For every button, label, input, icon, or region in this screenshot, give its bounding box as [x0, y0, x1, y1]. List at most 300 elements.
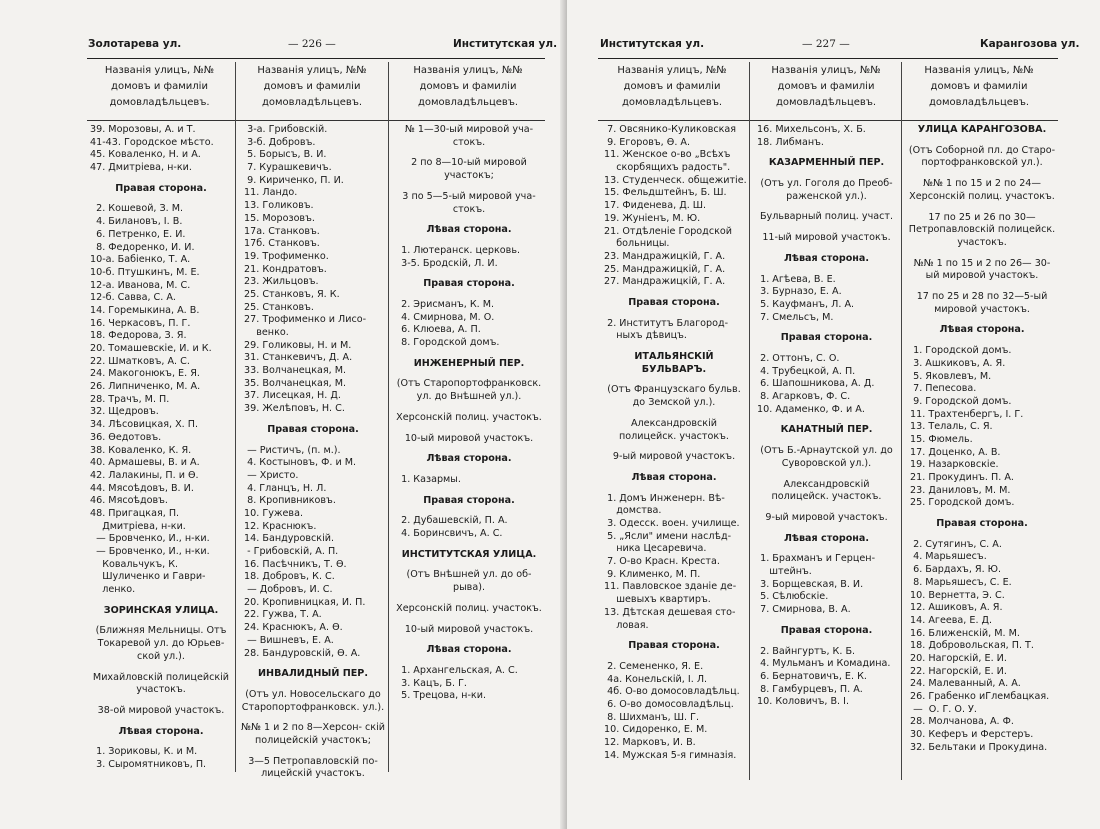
spacer	[754, 437, 899, 445]
list-item: — О. Г. О. У.	[907, 703, 977, 715]
section-heading: ЗОРИНСКАЯ УЛИЦА.	[103, 604, 219, 616]
list-item: 2. Вайнгуртъ, К. Б.	[754, 645, 856, 657]
list-item: 8. Кропивниковъ.	[241, 495, 336, 507]
section-note: (Отъ ул. Новосельскаго до Старопортофранковск. ул.).	[241, 688, 385, 713]
list-item: 40. Армашевы, В. и А.	[90, 457, 200, 469]
section-heading: Правая сторона.	[423, 494, 515, 506]
section-heading: Лѣвая сторона.	[426, 644, 512, 656]
section-heading: КАНАТНЫЙ ПЕР.	[780, 424, 873, 436]
list-item: 11. Трахтенбергъ, І. Г.	[907, 408, 1024, 420]
right-column-header-1: Названія улицъ, №№ домовъ и фамиліи домовладѣльцевъ.	[617, 65, 727, 108]
spacer	[395, 425, 543, 433]
spacer	[907, 250, 1057, 258]
list-item: 3. Борщевская, В. И.	[754, 578, 864, 590]
section-note: (Отъ Соборной пл. до Старо- портофранковской ул.).	[908, 144, 1056, 169]
section-heading: Лѣвая сторона.	[783, 252, 870, 264]
list-item: 17. Фиденева, Д. Ш.	[601, 200, 707, 212]
spacer	[601, 632, 747, 640]
left-column-1	[90, 124, 232, 772]
list-item: 2. Семененко, Я. Е.	[601, 660, 704, 672]
list-item: 12. Марковъ, И. В.	[601, 737, 696, 749]
section-note: №№ 1 по 15 и 2 по 26— 30-ый мировой участокъ.	[913, 257, 1051, 282]
left-page-number: — 226 —	[288, 38, 336, 50]
list-item: 3. Ашкиковъ, А. Я.	[907, 357, 1006, 369]
list-item: 3. Сыромятниковъ, П.	[90, 759, 207, 771]
list-item: — Христо.	[241, 469, 299, 481]
list-item: 15. Фюмель.	[907, 433, 973, 445]
list-item: Ковальчукъ, К.	[90, 558, 179, 570]
list-item: 25. Мандражицкій, Г. А.	[601, 263, 726, 275]
section-heading: Правая сторона.	[628, 640, 720, 652]
spacer	[907, 204, 1057, 212]
list-item: 26. Грабенко иГлембацкая.	[907, 691, 1050, 703]
spacer	[241, 437, 385, 445]
section-heading: Правая сторона.	[628, 296, 720, 308]
section-note: 9-ый мировой участокъ.	[765, 512, 888, 523]
list-item: 7. Пепесова.	[907, 383, 977, 395]
section-heading: Правая сторона.	[115, 182, 207, 194]
section-heading: Лѣвая сторона.	[783, 532, 870, 544]
list-item: 4. Билановъ, І. В.	[90, 216, 183, 228]
spacer	[241, 681, 385, 689]
list-item: 48. Пригацкая, П.	[90, 507, 180, 519]
list-item: 22. Шматковъ, А. С.	[90, 355, 190, 367]
list-item: 8. Федоренко, И. И.	[90, 241, 195, 253]
list-item: 6. О-во домосовладѣльц.	[601, 698, 734, 710]
list-item: — Бровченко, И., н-ки.	[90, 546, 210, 558]
list-item: 24. Краснюкъ, А. Ѳ.	[241, 622, 343, 634]
list-item: 19. Назарковскіе.	[907, 459, 999, 471]
section-heading: Правая сторона.	[267, 423, 359, 435]
list-item: 8. Марьяшесъ, С. Е.	[907, 576, 1012, 588]
list-item: 8. Гамбурцевъ, П. А.	[754, 683, 863, 695]
list-item: 46. Мясоѣдовъ.	[90, 495, 168, 507]
list-item: — Добровъ, И. С.	[241, 584, 333, 596]
section-heading: Лѣвая сторона.	[426, 453, 512, 465]
list-item: 20. Кропивницкая, И. П.	[241, 596, 366, 608]
list-item: 32. Бельтаки и Прокудина.	[907, 741, 1048, 753]
spacer	[395, 616, 543, 624]
list-item: 23. Даниловъ, М. М.	[907, 484, 1011, 496]
list-item: скорбящихъ радость".	[601, 162, 731, 174]
section-note: (Отъ Французскаго бульв. до Земской ул.).	[607, 384, 741, 409]
list-item: 5. Борысъ, В. И.	[241, 149, 327, 161]
list-item: 5. „Ясли" имени наслѣд-	[601, 530, 732, 542]
list-item: 23. Мандражицкій, Г. А.	[601, 250, 726, 262]
list-item: шевыхъ квартиръ.	[601, 594, 711, 606]
spacer	[241, 416, 385, 424]
section-heading: ИНВАЛИДНЫЙ ПЕР.	[258, 668, 368, 680]
spacer	[395, 507, 543, 515]
spacer	[907, 170, 1057, 178]
list-item: 5. Сѣлюбскіе.	[754, 591, 829, 603]
list-item: 22. Нагорскій, Е. И.	[907, 665, 1007, 677]
list-item: 8. Агарковъ, Ф. С.	[754, 391, 851, 403]
list-item: 4. Марьяшесъ.	[907, 551, 987, 563]
section-note: Александровскій полицейск. участокъ.	[619, 417, 729, 442]
spacer	[90, 195, 232, 203]
spacer	[90, 718, 232, 726]
list-item: 11. Ландо.	[241, 187, 298, 199]
list-item: 7. Смельсъ, М.	[754, 311, 834, 323]
list-item: ловая.	[601, 619, 649, 631]
spacer	[395, 487, 543, 495]
list-item: 8. Шихманъ, Ш. Г.	[601, 711, 699, 723]
spacer	[601, 343, 747, 351]
list-item: 2. Дубашевскій, П. А.	[395, 515, 508, 527]
list-item: 5. Яковлевъ, М.	[907, 370, 992, 382]
section-heading: ИТАЛЬЯНСКІЙ БУЛЬВАРЪ.	[634, 351, 714, 375]
list-item: 2. Кошевой, З. М.	[90, 203, 184, 215]
spacer	[90, 617, 232, 625]
list-item: 7. Овсянико-Куликовская	[601, 124, 737, 135]
list-item: 12-а. Иванова, М. С.	[90, 279, 191, 291]
list-item: 36. Ѳедотовъ.	[90, 431, 162, 443]
list-item: - Грибовскій, А. П.	[241, 546, 339, 558]
right-column-divider	[901, 62, 902, 780]
list-item: 7. О-во Красн. Креста.	[601, 556, 720, 568]
spacer	[907, 316, 1057, 324]
spacer	[395, 183, 543, 191]
section-note: Александровскій полицейск. участокъ.	[771, 478, 882, 503]
section-note: 9-ый мировой участокъ.	[612, 451, 736, 463]
spacer	[907, 137, 1057, 145]
list-item: 1. Зориковы, К. и М.	[90, 746, 198, 758]
left-column-divider	[388, 62, 389, 772]
spacer	[395, 216, 543, 224]
list-item: 41-43. Городское мѣсто.	[90, 136, 214, 148]
section-note: 3 по 5—5-ый мировой уча- стокъ.	[402, 190, 536, 215]
section-note: (Отъ Старопортофранковск. ул. до Внѣшней ул.).	[396, 378, 542, 403]
section-note: № 1—30-ый мировой уча- стокъ.	[404, 124, 534, 148]
section-heading: Лѣвая сторона.	[118, 725, 204, 737]
section-heading: ИНСТИТУТСКАЯ УЛИЦА.	[401, 548, 537, 560]
list-item: 2. Сутягинъ, С. А.	[907, 538, 1002, 550]
section-note: 3—5 Петропавловскій по- лицейскій участокъ.	[248, 755, 378, 780]
list-item: 10. Гужева.	[241, 507, 304, 519]
list-item: 29. Голиковы, Н. и М.	[241, 339, 352, 351]
list-item: 13. Студенческ. общежитіе.	[601, 174, 747, 186]
spacer	[907, 510, 1057, 518]
list-item: 9. Городской домъ.	[907, 395, 1012, 407]
spacer	[754, 224, 899, 232]
list-item: 18. Федорова, З. Я.	[90, 330, 187, 342]
list-item: 16. Михельсонъ, Х. Б.	[754, 124, 866, 135]
left-column-header-rule	[87, 120, 545, 121]
section-note: 10-ый мировой участокъ.	[404, 623, 534, 635]
list-item: 1. Лютеранск. церковь.	[395, 244, 521, 256]
list-item: 25. Станковъ.	[241, 301, 314, 313]
list-item: 1. Городской домъ.	[907, 345, 1012, 357]
spacer	[395, 270, 543, 278]
list-item: 9. Егоровъ, Ѳ. А.	[601, 136, 691, 148]
section-heading: УЛИЦА КАРАНГОЗОВА.	[917, 124, 1047, 135]
list-item: 4. Мульманъ и Комадина.	[754, 658, 891, 670]
list-item: 24. Малеванный, А. А.	[907, 678, 1021, 690]
list-item: 1. Брахманъ и Герцен-	[754, 553, 876, 565]
list-item: 3-б. Добровъ.	[241, 136, 316, 148]
section-note: 10-ый мировой участокъ.	[404, 432, 534, 444]
right-column-header-2: Названія улицъ, №№ домовъ и фамиліи домовладѣльцевъ.	[771, 65, 881, 108]
list-item: Дмитріева, н-ки.	[90, 520, 186, 532]
section-note: №№ 1 по 15 и 2 по 24— Херсонскій полиц. участокъ.	[909, 178, 1055, 202]
list-item: 2. Институтъ Благород-	[601, 317, 729, 329]
left-column-header-2: Названія улицъ, №№ домовъ и фамиліи домовладѣльцевъ.	[257, 65, 367, 108]
list-item: 17а. Станковъ.	[241, 225, 320, 237]
spacer	[395, 370, 543, 378]
spacer	[395, 404, 543, 412]
list-item: больницы.	[601, 238, 670, 250]
spacer	[754, 504, 899, 512]
spacer	[395, 561, 543, 569]
section-note: (Отъ ул. Гоголя до Преоб- раженской ул.).	[760, 178, 893, 202]
list-item: 1. Казармы.	[395, 473, 461, 485]
list-item: 20. Нагорскій, Е. И.	[907, 652, 1007, 664]
spacer	[395, 657, 543, 665]
list-item: 4. Боринсвичъ, А. С.	[395, 528, 503, 540]
list-item: 4а. Конельскій, І. Л.	[601, 673, 708, 685]
list-item: 15. Фельдштейнъ, Б. Ш.	[601, 187, 727, 199]
left-column-header-3: Названія улицъ, №№ домовъ и фамиліи домовладѣльцевъ.	[413, 65, 523, 108]
spacer	[601, 376, 747, 384]
section-note: 17 по 25 и 26 по 30— Петропавловскій полицейск. участокъ.	[908, 211, 1056, 248]
spacer	[907, 337, 1057, 345]
section-note: №№ 1 и 2 по 8—Херсон- скій полицейскій участокъ;	[241, 722, 385, 747]
section-heading: Правая сторона.	[780, 624, 873, 636]
spacer	[754, 266, 899, 274]
section-heading: Правая сторона.	[780, 332, 873, 344]
list-item: 28. Молчанова, А. Ф.	[907, 716, 1014, 728]
list-item: 3. Кацъ, Б. Г.	[395, 677, 467, 689]
section-note: 11-ый мировой участокъ.	[762, 232, 891, 244]
list-item: 4. Смирнова, М. О.	[395, 311, 495, 323]
spacer	[395, 595, 543, 603]
list-item: 10. Коловичъ, В. I.	[754, 696, 850, 708]
left-column-2	[241, 124, 385, 781]
list-item: 1. Домъ Инженерн. Вѣ-	[601, 492, 725, 504]
section-heading: Лѣвая сторона.	[426, 224, 512, 236]
section-heading: Лѣвая сторона.	[631, 471, 717, 483]
list-item: 16. Ближенскій, М. М.	[907, 627, 1020, 639]
list-item: 16. Пасѣчникъ, Т. Ѳ.	[241, 558, 347, 570]
spacer	[754, 638, 899, 646]
right-column-divider	[749, 62, 750, 780]
list-item: 31. Станкевичъ, Д. А.	[241, 352, 353, 364]
list-item: Шуличенко и Гаври-	[90, 571, 206, 583]
list-item: 4. Трубецкой, А. П.	[754, 365, 856, 377]
list-item: 27. Трофименко и Лисо-	[241, 314, 367, 326]
list-item: 39. Желѣповъ, Н. С.	[241, 403, 345, 415]
list-item: 10-а. Бабіенко, Т. А.	[90, 254, 191, 266]
left-column-divider	[235, 62, 236, 772]
list-item: 25. Городской домъ.	[907, 497, 1015, 509]
list-item: 19. Жуніенъ, М. Ю.	[601, 212, 701, 224]
list-item: 7. Курашкевичъ.	[241, 162, 332, 174]
list-item: 28. Бандуровскій, Ѳ. А.	[241, 647, 361, 659]
list-item: 30. Кеферъ и Ферстеръ.	[907, 729, 1034, 741]
list-item: 12. Ашиковъ, А. Я.	[907, 602, 1003, 614]
list-item: 3-5. Бродскій, Л. И.	[395, 257, 498, 269]
spacer	[90, 597, 232, 605]
section-heading: КАЗАРМЕННЫЙ ПЕР.	[768, 157, 885, 169]
left-column-header-1: Названія улицъ, №№ домовъ и фамиліи домовладѣльцевъ.	[104, 65, 215, 108]
spacer	[601, 410, 747, 418]
list-item: 17б. Станковъ.	[241, 238, 320, 250]
list-item: 26. Липниченко, М. А.	[90, 381, 201, 393]
list-item: 8. Городской домъ.	[395, 337, 500, 349]
list-item: 9. Кириченко, П. И.	[241, 174, 344, 186]
spacer	[754, 324, 899, 332]
right-column-3	[907, 124, 1057, 754]
spacer	[241, 660, 385, 668]
right-page	[567, 0, 1100, 829]
spacer	[601, 289, 747, 297]
list-item: 13. Телаль, С. Я.	[907, 421, 993, 433]
list-item: 10-б. Птушкинъ, М. Е.	[90, 266, 200, 278]
spacer	[754, 245, 899, 253]
list-item: 14. Бандуровскій.	[241, 533, 335, 545]
spacer	[754, 525, 899, 533]
right-column-header-3: Названія улицъ, №№ домовъ и фамиліи домовладѣльцевъ.	[924, 65, 1034, 108]
list-item: 7. Смирнова, В. А.	[754, 604, 851, 616]
list-item: 4. Гланцъ, Н. Л.	[241, 482, 327, 494]
right-running-head-right: Карангозова ул.	[980, 38, 1080, 50]
list-item: 44. Мясоѣдовъ, В. И.	[90, 482, 194, 494]
list-item: ныхъ дѣвицъ.	[601, 330, 687, 342]
section-note: 17 по 25 и 28 по 32—5-ый мировой участокъ.	[916, 291, 1048, 315]
list-item: ленко.	[90, 584, 136, 596]
list-item: 45. Коваленко, Н. и А.	[90, 149, 201, 161]
list-item: 4. Костыновъ, Ф. и М.	[241, 457, 357, 469]
list-item: 42. Лалакины, П. и Ѳ.	[90, 469, 199, 481]
list-item: штейнъ.	[754, 566, 812, 578]
list-item: 5. Кауфманъ, Л. А.	[754, 298, 855, 310]
list-item: — Вишневъ, Е. А.	[241, 634, 334, 646]
list-item: 21. Отдѣленіе Городской	[601, 225, 732, 237]
right-column-header-rule	[598, 120, 1058, 121]
spacer	[395, 291, 543, 299]
spacer	[601, 653, 747, 661]
section-note: 2 по 8—10-ый мировой участокъ;	[411, 157, 527, 182]
spacer	[395, 237, 543, 245]
left-running-head-left: Золотарева ул.	[88, 38, 182, 50]
list-item: 18. Добровольская, П. Т.	[907, 640, 1034, 652]
list-item: 10. Сидоренко, Е. М.	[601, 724, 708, 736]
spacer	[907, 531, 1057, 539]
spacer	[754, 545, 899, 553]
spacer	[395, 445, 543, 453]
spacer	[601, 464, 747, 472]
list-item: 47. Дмитріева, н-ки.	[90, 162, 192, 174]
list-item: — Бровченко, И., н-ки.	[90, 533, 210, 545]
list-item: 1. Агѣева, В. Е.	[754, 273, 836, 285]
list-item: 39. Морозовы, А. и Т.	[90, 124, 196, 135]
list-item: 5. Трецова, н-ки.	[395, 690, 487, 702]
list-item: венко.	[241, 327, 289, 338]
list-item: 38. Коваленко, К. Я.	[90, 444, 192, 456]
list-item: 33. Волчанецкая, М.	[241, 365, 347, 377]
list-item: 21. Кондратовъ.	[241, 263, 327, 275]
list-item: 12. Краснюкъ.	[241, 520, 317, 532]
section-heading: Правая сторона.	[936, 518, 1028, 530]
list-item: 6. Клюева, А. П.	[395, 324, 481, 336]
right-column-2	[754, 124, 899, 709]
spacer	[754, 203, 899, 211]
spacer	[601, 310, 747, 318]
section-note: (Отъ Б.-Арнаутской ул. до Суворовской ул.).	[760, 445, 893, 469]
list-item: 23. Жильцовъ.	[241, 276, 319, 288]
right-header-rule	[598, 58, 1058, 59]
left-header-rule	[87, 58, 545, 59]
section-note: 38-ой мировой участокъ.	[97, 704, 225, 716]
spacer	[395, 636, 543, 644]
list-item: 27. Мандражицкій, Г. А.	[601, 276, 726, 288]
section-note: Херсонскій полиц. участокъ.	[396, 411, 542, 423]
list-item: 37. Лисецкая, Н. Д.	[241, 390, 341, 402]
list-item: 6. Шапошникова, А. Д.	[754, 378, 875, 390]
list-item: ника Цесаревича.	[601, 543, 707, 555]
spacer	[395, 541, 543, 549]
list-item: 18. Добровъ, К. С.	[241, 571, 335, 583]
list-item: 11. Павловское зданіе де-	[601, 581, 737, 593]
list-item: — Ристичъ, (п. м.).	[241, 444, 341, 456]
spacer	[241, 748, 385, 756]
list-item: 6. Петренко, Е. И.	[90, 228, 186, 240]
list-item: 3. Бурназо, Е. А.	[754, 286, 842, 298]
list-item: 3. Одесск. воен. училище.	[601, 518, 740, 530]
spacer	[754, 471, 899, 479]
list-item: 6. Бернатовичъ, Е. К.	[754, 670, 867, 682]
list-item: 24. Макогонюкъ, Е. Я.	[90, 368, 200, 380]
list-item: домства.	[601, 505, 662, 517]
section-heading: Лѣвая сторона.	[939, 324, 1025, 336]
right-page-number: — 227 —	[802, 38, 850, 50]
list-item: 1. Архангельская, А. С.	[395, 664, 518, 676]
section-note: Михайловскій полицейскій участокъ.	[92, 671, 230, 696]
section-note: Херсонскій полиц. участокъ.	[396, 602, 542, 614]
list-item: 21. Прокудинъ. П. А.	[907, 472, 1014, 484]
section-note: (Отъ Внѣшней ул. до об- рыва).	[406, 569, 532, 594]
list-item: 15. Морозовъ.	[241, 212, 315, 224]
spacer	[90, 738, 232, 746]
list-item: 6. Бардахъ, Я. Ю.	[907, 564, 1002, 576]
list-item: 10. Адаменко, Ф. и А.	[754, 403, 865, 415]
list-item: 11. Женское о-во „Всѣхъ	[601, 149, 731, 161]
spacer	[907, 283, 1057, 291]
list-item: 20. Томашевскіе, И. и К.	[90, 343, 212, 355]
list-item: 17. Доценко, А. В.	[907, 446, 1001, 458]
list-item: 14. Агеева, Е. Д.	[907, 614, 993, 626]
spacer	[90, 175, 232, 183]
list-item: 18. Либманъ.	[754, 136, 824, 148]
list-item: 14. Мужская 5-я гимназія.	[601, 749, 737, 761]
spacer	[754, 617, 899, 625]
list-item: 28. Трачъ, М. П.	[90, 393, 170, 405]
list-item: 32. Щедровъ.	[90, 406, 159, 418]
list-item: 2. Оттонъ, С. О.	[754, 353, 840, 365]
section-note: Бульварный полиц. участ.	[759, 211, 894, 223]
right-column-1	[601, 124, 747, 762]
spacer	[395, 466, 543, 474]
spacer	[754, 345, 899, 353]
list-item: 4б. О-во домосовладѣльц.	[601, 686, 740, 698]
spacer	[601, 485, 747, 493]
list-item: 9. Клименко, М. П.	[601, 568, 701, 580]
left-column-3	[395, 124, 543, 703]
list-item: 2. Эрисманъ, К. М.	[395, 299, 495, 310]
list-item: 13. Голиковъ.	[241, 200, 314, 212]
spacer	[754, 170, 899, 178]
